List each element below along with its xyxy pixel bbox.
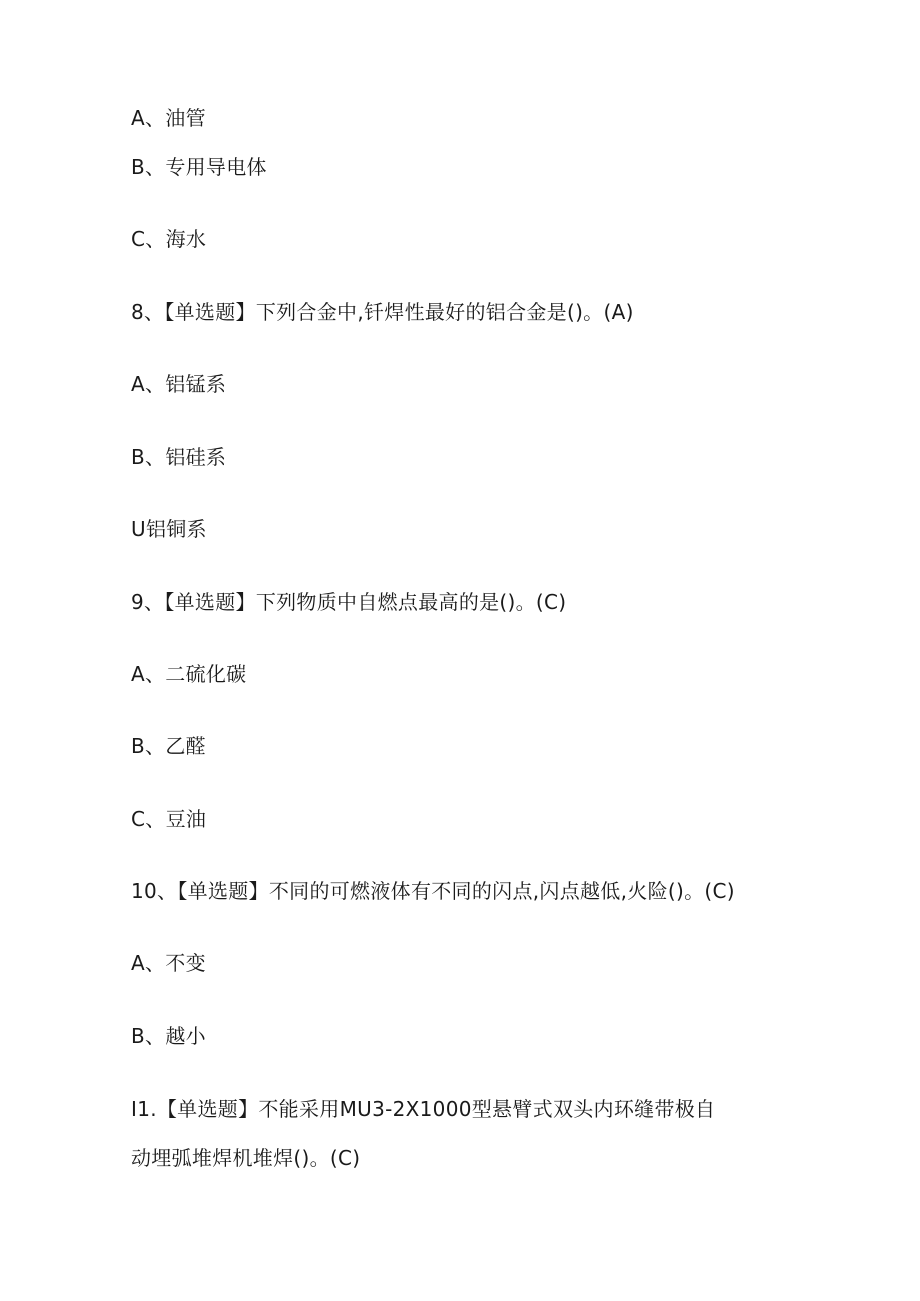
option-line: B、乙醛	[131, 734, 206, 758]
option-line: A、二硫化碳	[131, 662, 247, 686]
option-line: B、专用导电体	[131, 155, 267, 179]
question-line-continued: 动埋弧堆焊机堆焊()。(C)	[131, 1146, 361, 1170]
question-line: I1.【单选题】不能采用MU3-2X1000型悬臂式双头内环缝带极自	[131, 1097, 716, 1121]
option-line: C、海水	[131, 227, 207, 251]
question-line: 9、【单选题】下列物质中自燃点最高的是()。(C)	[131, 590, 567, 614]
option-line: U铝铜系	[131, 517, 207, 541]
option-line: C、豆油	[131, 807, 207, 831]
option-line: A、铝锰系	[131, 372, 227, 396]
question-line: 10、【单选题】不同的可燃液体有不同的闪点,闪点越低,火险()。(C)	[131, 879, 735, 903]
option-line: B、越小	[131, 1024, 206, 1048]
option-line: A、不变	[131, 951, 206, 975]
option-line: A、油管	[131, 106, 206, 130]
option-line: B、铝硅系	[131, 445, 227, 469]
question-line: 8、【单选题】下列合金中,钎焊性最好的铝合金是()。(A)	[131, 300, 634, 324]
